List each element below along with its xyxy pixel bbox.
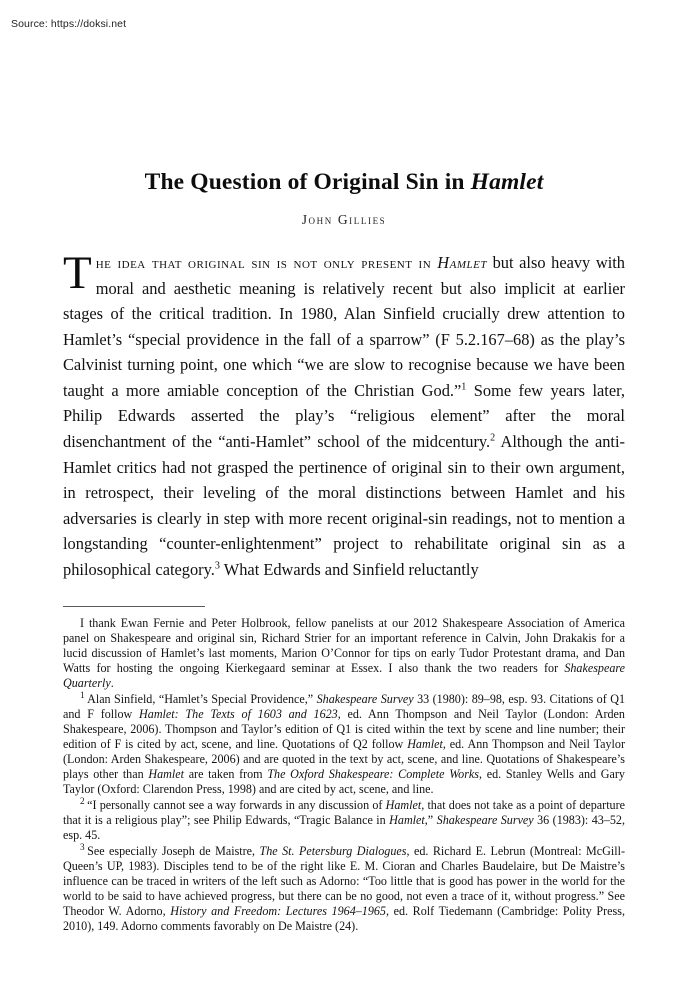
footnote-text-segment: 36 (1983): 43–52, esp. 45. [63,812,625,842]
footnote-text-segment: , ed. Ann Thompson and Neil Taylor (London: Arden Shakespeare, 2006) and are quoted in the text by act, scene, and line. Quotations of Shakespeare’s plays other than [63,736,625,782]
author-byline: John Gillies [301,211,387,227]
paragraph-run-4: What Edwards and Sinfield reluctantly [219,560,479,580]
footnote-text-segment: . [110,676,114,691]
footnote-text-segment: are taken from [183,767,268,782]
paragraph-run-3: Although the anti-Hamlet critics had not grasped the pertinence of original sin to their own argument, in retrospect, their leveling of the moral distinctions between Hamlet and his adversaries is clearly in step with more recent original-sin readings, not to mention a longstanding “counter-enlightenment” project to rehabilitate original sin as a philosophical category. [63,432,625,580]
footnote-text-segment: Shakespeare Survey [436,812,534,827]
footnote-text-segment: , ed. Stanley Wells and Gary Taylor (Oxford: Clarendon Press, 1998) and are cited by act, scene, and line. [63,767,625,797]
footnote-text-segment: The Oxford Shakespeare: Complete Works [267,767,479,782]
footnote-number[interactable]: 3 [80,841,85,852]
lead-in-work-title: Hamlet [437,252,487,272]
footnote-text-segment: , ed. Rolf Tiedemann (Cambridge: Polity Press, 2010), 149. Adorno comments favorably on De Maistre (24). [63,903,625,934]
page-title-main: The Question of Original Sin in [144,169,471,195]
footnote-text-segment: History and Freedom: Lectures 1964–1965 [170,903,386,918]
footnote-1 [63,689,625,798]
footnote-text-segment: , that does not take as a point of departure that it is a religious play”; see Philip Edwards, “Tragic Balance in [63,797,625,827]
footnote-ref-1[interactable]: 1 [461,381,467,393]
paragraph-run-2: Some few years later, Philip Edwards asserted the play’s “religious element” after the moral disenchantment of the “anti-Hamlet” school of the midcentury. [63,380,625,452]
footnote-text-segment: Hamlet [148,767,184,782]
footnote-text-segment: See especially Joseph de Maistre, [87,843,260,858]
footnote-text-segment: Hamlet [385,797,422,812]
footnote-2 [63,795,625,843]
footnote-ack [63,616,625,691]
lead-in-smallcaps: he idea that original sin is not only present in [95,252,438,272]
footnote-text-segment: Shakespeare Survey [316,691,414,706]
drop-cap: T [63,246,92,299]
footnote-ref-2[interactable]: 2 [490,432,496,444]
footnote-list [63,616,625,934]
opening-paragraph [63,246,625,583]
page-title [63,168,625,196]
footnote-text-segment: Hamlet [389,812,425,827]
footnotes-section [63,606,625,934]
footnote-text-segment: I thank Ewan Fernie and Peter Holbrook, fellow panelists at our 2012 Shakespeare Association of America panel on Shakespeare and original sin, Richard Strier for an important reference in Calvin, John Drakakis for a lucid discussion of Hamlet’s last moments, Marion O’Connor for tips on early Tudor Protestant drama, and Dan Watts for hosting the ongoing Kierkegaard seminar at Essex. I also thank the two readers for [63,615,625,675]
footnote-3 [63,841,626,935]
source-watermark: Source: https://doksi.net [11,18,127,30]
footnote-number[interactable]: 1 [80,689,85,700]
footnote-text-segment: “I personally cannot see a way forwards in any discussion of [87,797,386,812]
footnote-text-segment: , ed. Richard E. Lebrun (Montreal: McGill-Queen’s UP, 1983). Disciples tend to be of the right like E. M. Cioran and Charles Baudelaire, but De Maistre’s influence can be traced in writers of the left such as Adorno: “Too little that is good has power in the world for the world to be said to have achieved progress, but there can be no good, not even a trace of it, without progress.” See Theodor W. Adorno, [63,843,626,918]
footnote-text-segment: Hamlet: The Texts of 1603 and 1623 [139,706,338,721]
footnote-number[interactable]: 2 [80,795,85,806]
document-page [63,0,625,934]
footnote-text-segment: The St. Petersburg Dialogues [259,843,407,858]
footnote-ref-3[interactable]: 3 [214,560,220,572]
footnote-text-segment: Alan Sinfield, “Hamlet’s Special Providence,” [87,691,317,706]
footnote-text-segment: Shakespeare Quarterly [63,660,625,691]
footnote-text-segment: , ed. Ann Thompson and Neil Taylor (London: Arden Shakespeare, 2006). Thompson and Taylor’s edition of Q1 is cited within the text by scene and line number; their edition of F is cited by act, scene, and line. Quotations of Q2 follow [63,706,625,751]
footnote-text-segment: Hamlet [407,736,443,751]
footnote-separator-rule [63,606,205,607]
page-title-work: Hamlet [470,169,544,195]
paragraph-run-1: but also heavy with moral and aesthetic meaning is relatively recent but also implicit at earlier stages of the critical tradition. In 1980, Alan Sinfield crucially drew attention to Hamlet’s “special providence in the fall of a sparrow” (F 5.2.167–68) as the play’s Calvinist turning point, one which “we are slow to recognise because we have been taught a more amiable conception of the Christian God.” [63,252,625,400]
footnote-text-segment: ,” [424,812,437,827]
footnote-text-segment: 33 (1980): 89–98, esp. 93. Citations of Q1 and F follow [63,691,625,721]
